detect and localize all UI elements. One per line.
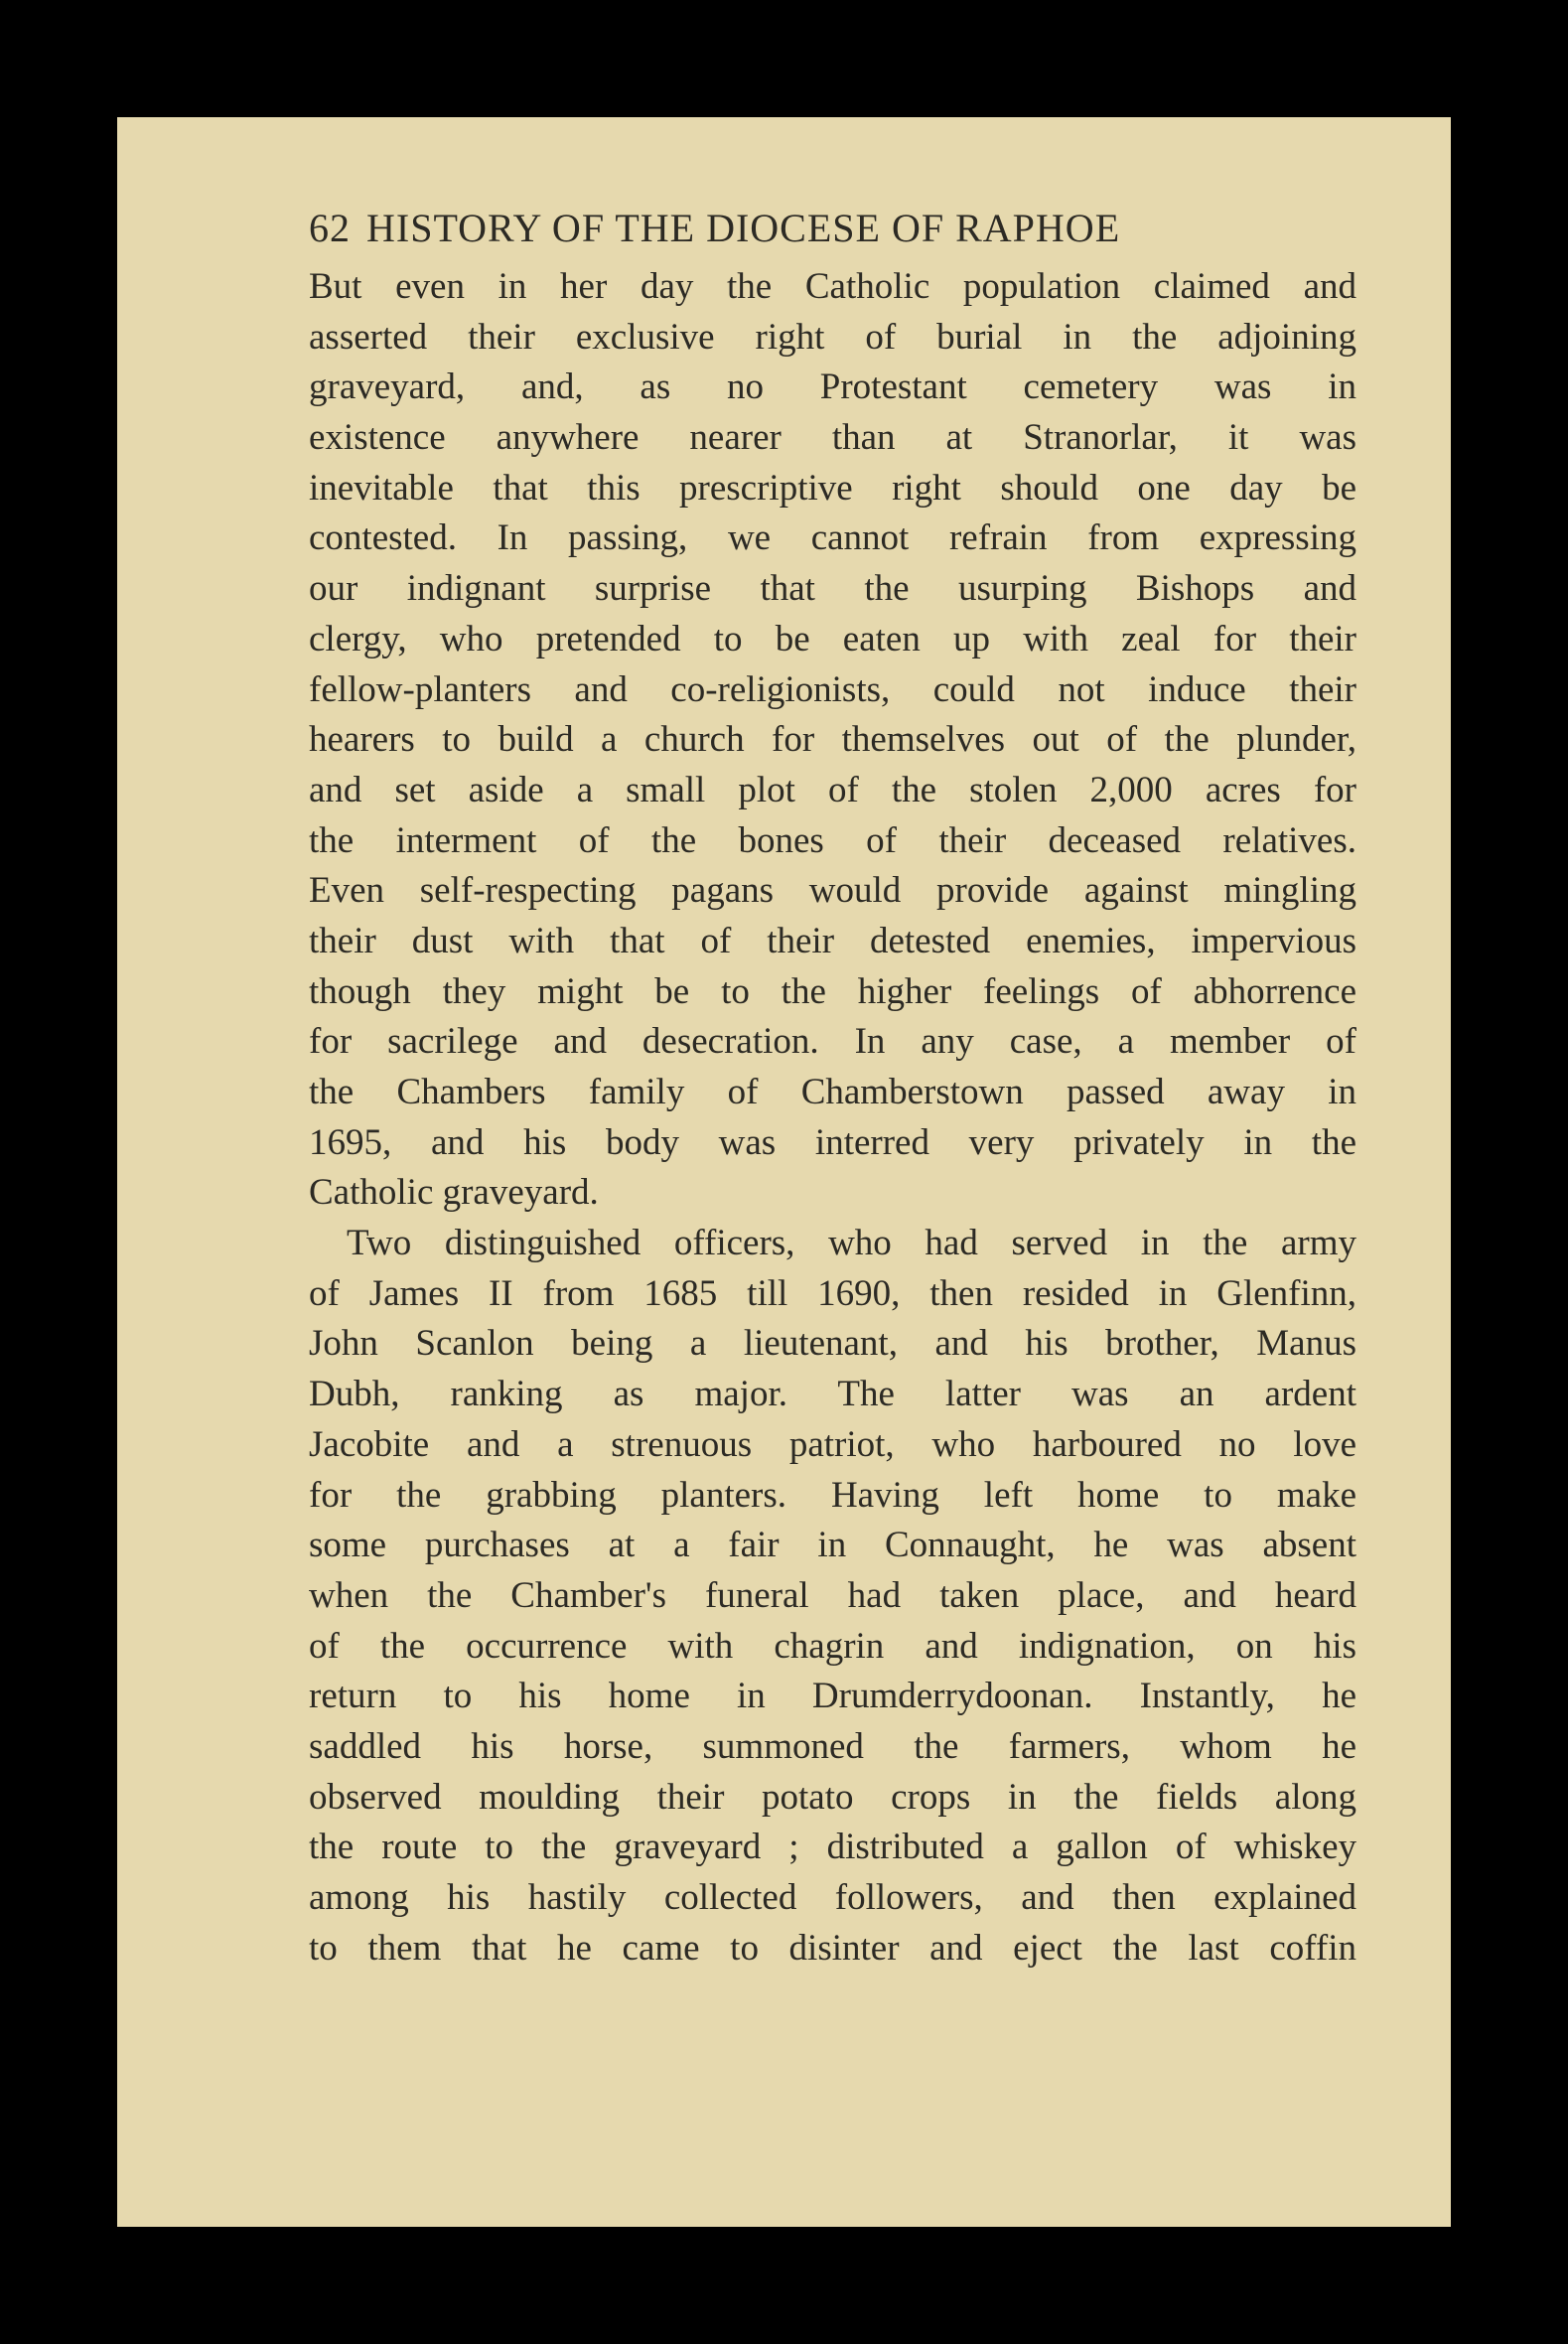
text-line: their dust with that of their detested enemies, impervious bbox=[309, 920, 1356, 961]
text-line: though they might be to the higher feelings of abhorrence bbox=[309, 970, 1356, 1012]
text-line: Two distinguished officers, who had served in the army bbox=[347, 1223, 1356, 1264]
book-page bbox=[117, 117, 1451, 2227]
text-line: Jacobite and a strenuous patriot, who harboured no love bbox=[309, 1423, 1356, 1465]
text-line: existence anywhere nearer than at Stranorlar, it was bbox=[309, 417, 1356, 459]
text-line: of James II from 1685 till 1690, then resided in Glenfinn, bbox=[309, 1272, 1356, 1314]
text-line: of the occurrence with chagrin and indignation, on his bbox=[309, 1625, 1356, 1667]
text-line: for sacrilege and desecration. In any case, a member of bbox=[309, 1021, 1356, 1063]
text-line: return to his home in Drumderrydoonan. Instantly, he bbox=[309, 1676, 1356, 1717]
text-line: the interment of the bones of their deceased relatives. bbox=[309, 819, 1356, 861]
text-line: Dubh, ranking as major. The latter was an ardent bbox=[309, 1374, 1356, 1415]
text-line: 1695, and his body was interred very privately in the bbox=[309, 1121, 1356, 1163]
text-line: our indignant surprise that the usurping Bishops and bbox=[309, 568, 1356, 610]
text-line: Catholic graveyard. bbox=[309, 1172, 599, 1214]
paragraph-1 bbox=[309, 262, 1356, 1219]
text-line: the route to the graveyard ; distributed a gallon of whiskey bbox=[309, 1827, 1356, 1868]
text-line: when the Chamber's funeral had taken place, and heard bbox=[309, 1574, 1356, 1616]
text-line: fellow-planters and co-religionists, could not induce their bbox=[309, 668, 1356, 710]
text-line: inevitable that this prescriptive right should one day be bbox=[309, 467, 1356, 509]
text-line: some purchases at a fair in Connaught, he was absent bbox=[309, 1525, 1356, 1566]
text-line: Even self-respecting pagans would provide against mingling bbox=[309, 870, 1356, 912]
text-line: But even in her day the Catholic population claimed and bbox=[309, 266, 1356, 307]
running-head bbox=[309, 197, 1356, 260]
text-line: the Chambers family of Chamberstown passed away in bbox=[309, 1072, 1356, 1112]
text-line: asserted their exclusive right of burial in the adjoining bbox=[309, 316, 1356, 358]
text-line: John Scanlon being a lieutenant, and his brother, Manus bbox=[309, 1323, 1356, 1365]
text-line: graveyard, and, as no Protestant cemetery was in bbox=[309, 366, 1356, 408]
text-block bbox=[309, 197, 1356, 1974]
running-head-title: HISTORY OF THE DIOCESE OF RAPHOE bbox=[366, 206, 1121, 250]
text-line: hearers to build a church for themselves out of the plunder, bbox=[309, 719, 1356, 761]
text-line: for the grabbing planters. Having left home to make bbox=[309, 1474, 1356, 1516]
text-line: saddled his horse, summoned the farmers, whom he bbox=[309, 1725, 1356, 1767]
paragraph-2 bbox=[309, 1219, 1356, 1974]
text-line: observed moulding their potato crops in the fields along bbox=[309, 1776, 1356, 1818]
text-line: and set aside a small plot of the stolen 2,000 acres for bbox=[309, 769, 1356, 810]
text-line: to them that he came to disinter and eject the last coffin bbox=[309, 1927, 1356, 1969]
page-number: 62 bbox=[309, 206, 351, 250]
text-line: contested. In passing, we cannot refrain from expressing bbox=[309, 517, 1356, 559]
text-line: among his hastily collected followers, and then explained bbox=[309, 1877, 1356, 1918]
text-line: clergy, who pretended to be eaten up with zeal for their bbox=[309, 618, 1356, 659]
